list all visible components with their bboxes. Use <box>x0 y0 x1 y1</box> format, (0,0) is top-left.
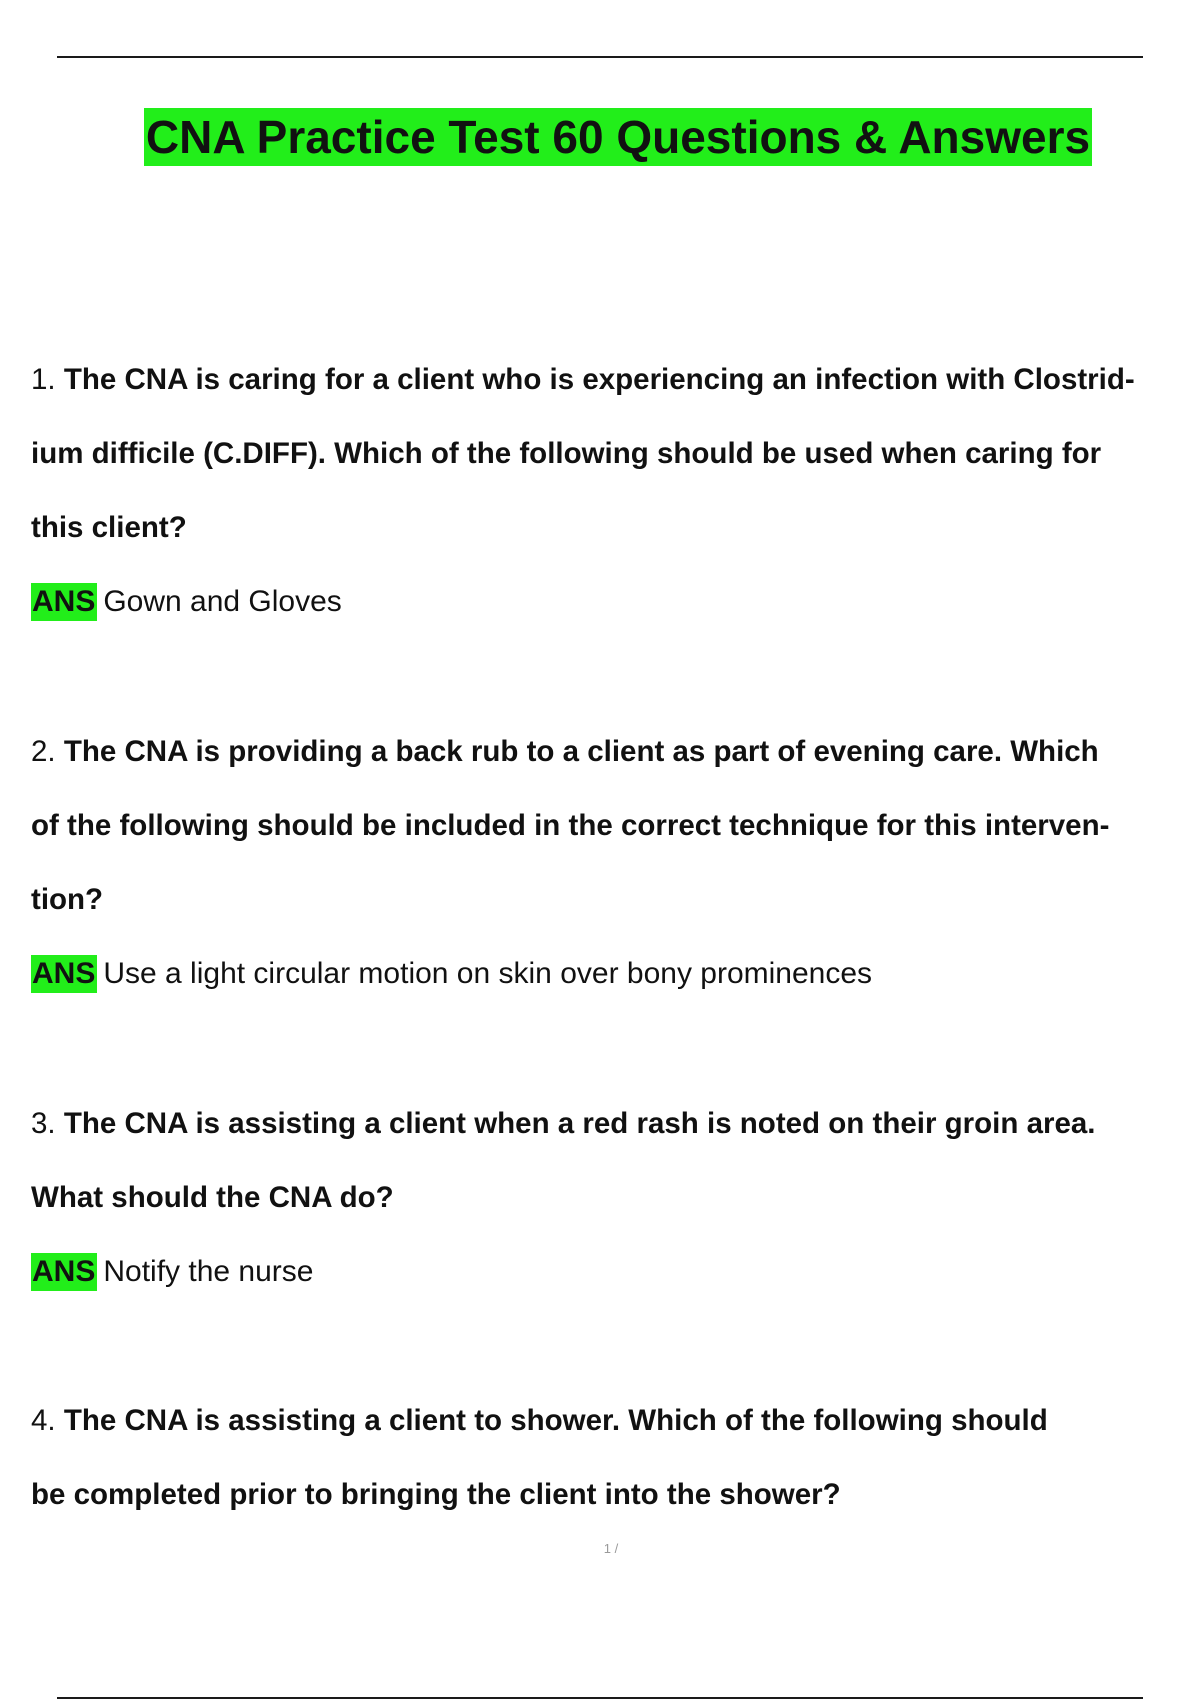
question-line <box>31 789 1200 863</box>
answer-text: Notify the nurse <box>103 1255 314 1288</box>
top-rule <box>57 56 1143 58</box>
question-line <box>31 491 1200 565</box>
answer-label: ANS <box>31 583 97 621</box>
question-text: be completed prior to bringing the client into the shower? <box>31 1478 841 1511</box>
question-line <box>31 417 1200 491</box>
answer-line <box>31 1235 1200 1309</box>
question-line <box>31 863 1200 937</box>
bottom-rule <box>57 1697 1143 1699</box>
question-line <box>31 715 1200 789</box>
answer-label: ANS <box>31 955 97 993</box>
question-text: ium difficile (C.DIFF). Which of the following should be used when caring for <box>31 437 1102 470</box>
question-text: of the following should be included in the correct technique for this interven- <box>31 809 1110 842</box>
question-text: The CNA is assisting a client when a red rash is noted on their groin area. <box>63 1107 1096 1140</box>
question-line <box>31 1161 1200 1235</box>
page-number: 1 / <box>603 1541 619 1556</box>
question-line <box>31 1384 1200 1458</box>
question-block-4 <box>31 1384 1200 1532</box>
answer-label: ANS <box>31 1253 97 1291</box>
answer-line <box>31 565 1200 639</box>
answer-text: Gown and Gloves <box>103 585 342 618</box>
question-text: The CNA is providing a back rub to a client as part of evening care. Which <box>63 735 1099 768</box>
question-text: tion? <box>31 883 104 916</box>
question-line <box>31 1458 1200 1532</box>
answer-text: Use a light circular motion on skin over bony prominences <box>103 957 873 990</box>
question-block-2 <box>31 715 1200 1011</box>
question-text: The CNA is caring for a client who is experiencing an infection with Clostrid- <box>63 363 1135 396</box>
question-line <box>31 1087 1200 1161</box>
question-number: 2. <box>31 735 56 768</box>
answer-line <box>31 937 1200 1011</box>
title-container <box>0 108 1200 166</box>
question-number: 1. <box>31 363 56 396</box>
question-block-1 <box>31 343 1200 639</box>
question-block-3 <box>31 1087 1200 1309</box>
page-title: CNA Practice Test 60 Questions & Answers <box>144 108 1092 166</box>
question-text: The CNA is assisting a client to shower. Which of the following should <box>63 1404 1048 1437</box>
question-text: this client? <box>31 511 187 544</box>
question-text: What should the CNA do? <box>31 1181 394 1214</box>
question-number: 4. <box>31 1404 56 1437</box>
question-line <box>31 343 1200 417</box>
question-number: 3. <box>31 1107 56 1140</box>
